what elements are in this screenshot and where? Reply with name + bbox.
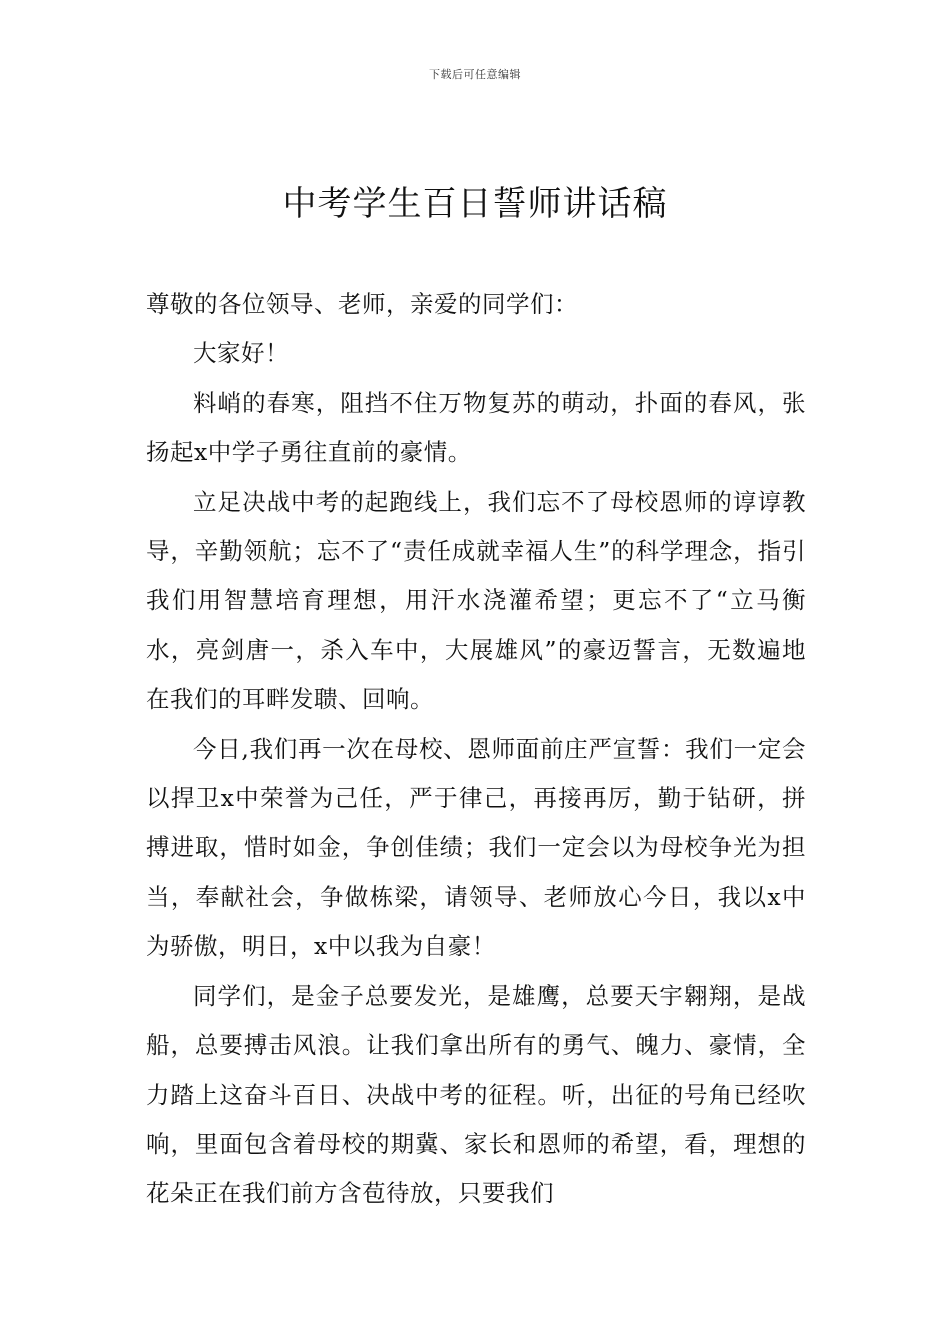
salutation: 尊敬的各位领导、老师，亲爱的同学们：	[146, 290, 578, 318]
document-body	[146, 280, 806, 1219]
paragraph-3: 今日,我们再一次在母校、恩师面前庄严宣誓：我们一定会以捍卫x中荣誉为己任，严于律己，再接再厉，勤于钻研，拼搏进取，惜时如金，争创佳绩；我们一定会以为母校争光为担当，奉献社会，争做栋梁，请领导、老师放心今日，我以x中为骄傲，明日，x中以我为自豪！	[146, 734, 806, 961]
header-note: 下载后可任意编辑	[429, 68, 521, 81]
paragraph-2: 立足决战中考的起跑线上，我们忘不了母校恩师的谆谆教导，辛勤领航；忘不了“责任成就幸福人生”的科学理念，指引我们用智慧培育理想，用汗水浇灌希望；更忘不了“立马衡水，亮剑唐一，杀入车中，大展雄风”的豪迈誓言，无数遍地在我们的耳畔发聩、回响。	[146, 487, 806, 714]
paragraph-1: 料峭的春寒，阻挡不住万物复苏的萌动，扑面的春风，张扬起x中学子勇往直前的豪情。	[146, 388, 806, 467]
paragraph-greeting: 大家好！	[193, 339, 289, 368]
paragraph-4: 同学们，是金子总要发光，是雄鹰，总要天宇翱翔，是战船，总要搏击风浪。让我们拿出所有的勇气、魄力、豪情，全力踏上这奋斗百日、决战中考的征程。听，出征的号角已经吹响，里面包含着母校的期冀、家长和恩师的希望，看，理想的花朵正在我们前方含苞待放，只要我们	[146, 981, 806, 1208]
document-title: 中考学生百日誓师讲话稿	[282, 184, 668, 224]
